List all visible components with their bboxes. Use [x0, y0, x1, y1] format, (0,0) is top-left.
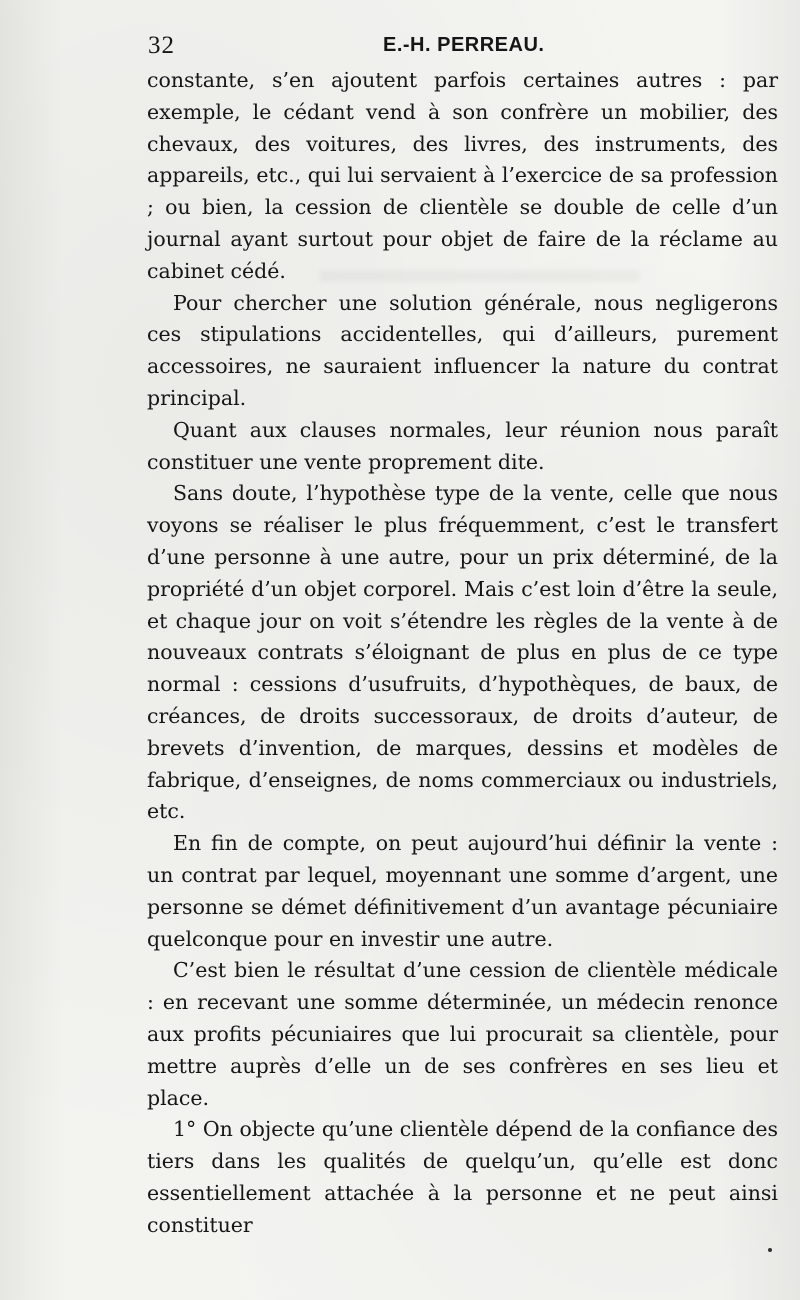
- body-text: [147, 65, 778, 1241]
- running-head: E.-H. PERREAU.: [383, 34, 545, 56]
- paragraph: 1° On objecte qu’une clientèle dépend de la confiance des tiers dans les qualités de quelqu’un, qu’elle est donc essentiellement attachée à la personne et ne peut ainsi constituer: [147, 1117, 778, 1237]
- paragraph: C’est bien le résultat d’une cession de clientèle médicale : en recevant une somme déterminée, un médecin renonce aux profits pécuniaires que lui procurait sa clientèle, pour mettre auprès d’elle un de ses confrères en ses lieu et place.: [147, 958, 778, 1110]
- page-header: [0, 28, 800, 64]
- page-number: 32: [148, 32, 175, 59]
- paragraph: constante, s’en ajoutent parfois certaines autres : par exemple, le cédant vend à son confrère un mobilier, des chevaux, des voitures, des livres, des instruments, des appareils, etc., qui lui servaient à l’exercice de sa profession ; ou bien, la cession de clientèle se double de celle d’un journal ayant surtout pour objet de faire de la réclame au cabinet cédé.: [147, 68, 778, 283]
- ink-speck: [768, 1248, 772, 1252]
- paragraph: En fin de compte, on peut aujourd’hui définir la vente : un contrat par lequel, moyennant une somme d’argent, une personne se démet définitivement d’un avantage pécuniaire quelconque pour en investir une autre.: [147, 831, 778, 951]
- paragraph: Pour chercher une solution générale, nous negligerons ces stipulations accidentelles, qui d’ailleurs, purement accessoires, ne sauraient influencer la nature du contrat principal.: [147, 290, 778, 410]
- paragraph: Quant aux clauses normales, leur réunion nous paraît constituer une vente proprement dite.: [147, 417, 778, 474]
- paragraph: Sans doute, l’hypothèse type de la vente, celle que nous voyons se réaliser le plus fréquemment, c’est le transfert d’une personne à une autre, pour un prix déterminé, de la propriété d’un objet corporel. Mais c’est loin d’être la seule, et chaque jour on voit s’étendre les règles de la vente à de nouveaux contrats s’éloignant de plus en plus de ce type normal : cessions d’usufruits, d’hypothèques, de baux, de créances, de droits successoraux, de droits d’auteur, de brevets d’invention, de marques, dessins et modèles de fabrique, d’enseignes, de noms commerciaux ou industriels, etc.: [147, 481, 778, 824]
